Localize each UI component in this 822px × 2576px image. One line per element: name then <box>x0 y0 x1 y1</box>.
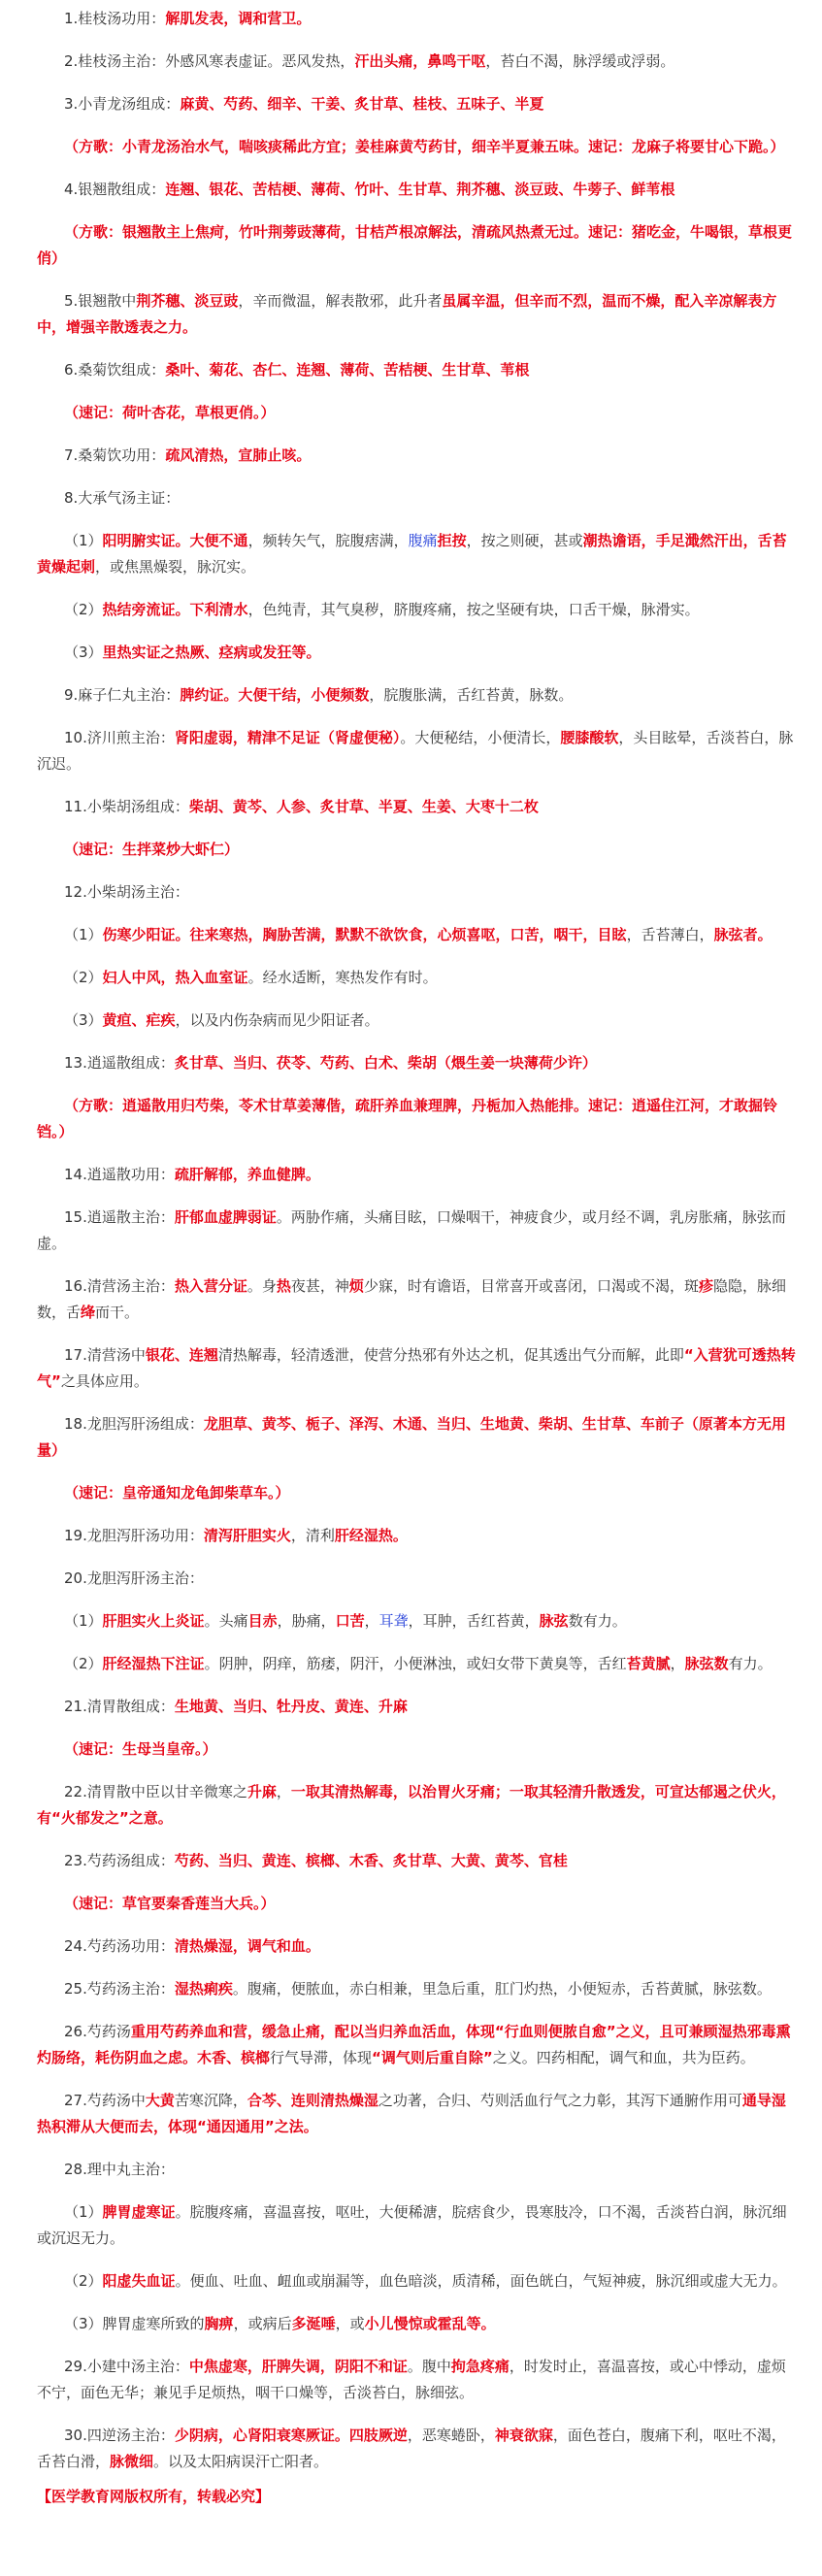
body-text: ，苔白不渴，脉浮缓或浮弱。 <box>485 52 675 70</box>
body-text: ，恶寒蜷卧， <box>407 2427 495 2444</box>
body-text: 清热解毒，轻清透泄，使营分热邪有外达之机，促其透出气分而解，此即 <box>217 1346 684 1364</box>
body-text: 26.芍药汤 <box>64 2023 131 2040</box>
highlight-text: 虽属辛温，但辛而不烈，温而不燥，配入辛凉解表方中，增强辛散透表之力。 <box>37 292 777 336</box>
highlight-text: 肾阳虚弱，精津不足证（肾虚便秘） <box>174 729 401 746</box>
body-text: 。脘腹疼痛，喜温喜按，呕吐，大便稀溏，脘痞食少，畏寒肢冷，口不渴，舌淡苔白润，脉沉细或沉迟无力。 <box>37 2203 787 2247</box>
body-text: 。以及太阳病误汗亡阳者。 <box>153 2453 329 2470</box>
highlight-text: 黄疸、疟疾 <box>102 1011 176 1029</box>
body-text: 。大便秘结，小便清长， <box>400 729 561 746</box>
body-text: ，或焦黑燥裂，脉沉实。 <box>95 558 256 576</box>
paragraph-13 <box>37 597 797 623</box>
highlight-text: 炙甘草、当归、茯苓、芍药、白术、柴胡（煨生姜一块薄荷少许） <box>174 1054 597 1072</box>
body-text: ， <box>670 1655 685 1672</box>
body-text: （1） <box>64 532 103 549</box>
highlight-text: 苔黄腻 <box>626 1655 671 1672</box>
paragraph-12 <box>37 528 797 580</box>
highlight-text: （速记：荷叶杏花，草根更俏。） <box>64 404 276 421</box>
body-text: 夜甚，神 <box>290 1277 349 1295</box>
body-text: ， <box>276 1783 291 1800</box>
paragraph-24 <box>37 1093 797 1145</box>
body-text: 。两胁作痛，头痛目眩，口燥咽干，神疲食少，或月经不调，乳房胀痛，脉弦而虚。 <box>37 1208 786 1252</box>
highlight-text: 小儿慢惊或霍乱等。 <box>364 2315 496 2332</box>
paragraph-40 <box>37 1933 797 1960</box>
highlight-text: 里热实证之热厥、痉病或发狂等。 <box>102 644 321 661</box>
highlight-text: （速记：生母当皇帝。） <box>64 1740 217 1758</box>
paragraph-17 <box>37 794 797 820</box>
body-text: 14.逍遥散功用： <box>64 1166 175 1183</box>
body-text: （3） <box>64 1011 103 1029</box>
body-text: （2） <box>64 1655 103 1672</box>
body-text: 17.清营汤中 <box>64 1346 146 1364</box>
paragraph-14 <box>37 640 797 666</box>
body-text: 21.清胃散组成： <box>64 1698 175 1715</box>
highlight-text: 胸痹 <box>204 2315 234 2332</box>
body-text: 隐隐，脉细数，舌 <box>37 1277 786 1321</box>
body-text: （2） <box>64 2272 103 2290</box>
highlight-text: 疏风清热，宣肺止咳。 <box>165 446 312 464</box>
body-text: 之具体应用。 <box>60 1372 148 1390</box>
highlight-text: （方歌：小青龙汤治水气，喘咳痰稀此方宜；姜桂麻黄芍药甘，细辛半夏兼五味。速记：龙麻子将要甘心下跪。） <box>64 138 785 155</box>
body-text: 。身 <box>247 1277 277 1295</box>
highlight-text: 阳明腑实证。大便不通 <box>102 532 248 549</box>
body-text: 25.芍药汤主治： <box>64 1980 175 1998</box>
body-text: ，面色苍白，腹痛下利，呕吐不渴，舌苔白滑， <box>37 2427 786 2470</box>
body-text: 22.清胃散中臣以甘辛微寒之 <box>64 1783 247 1800</box>
paragraph-2 <box>37 49 797 75</box>
body-text: 29.小建中汤主治： <box>64 2358 189 2375</box>
highlight-text: 神衰欲寐 <box>494 2427 553 2444</box>
body-text: （2） <box>64 969 103 986</box>
body-text: 。头痛 <box>204 1612 248 1630</box>
highlight-text: 肝胆实火上炎证 <box>102 1612 205 1630</box>
highlight-text: 清热燥湿，调气和血。 <box>174 1937 320 1955</box>
body-text: 13.逍遥散组成： <box>64 1054 175 1072</box>
highlight-text: 伤寒少阳证。往来寒热，胸胁苦满，默默不欲饮食，心烦喜呕，口苦，咽干，目眩 <box>102 926 627 943</box>
body-text: 之功著，合归、芍则活血行气之力彰，其泻下通腑作用可 <box>378 2092 742 2109</box>
paragraph-8 <box>37 357 797 383</box>
body-text: 。便血、吐血、衄血或崩漏等，血色暗淡，质清稀，面色㿠白，气短神疲，脉沉细或虚大无力。 <box>175 2272 787 2290</box>
body-text: 之义。四药相配，调气和血，共为臣药。 <box>492 2049 755 2066</box>
highlight-text: 多涎唾 <box>291 2315 336 2332</box>
paragraph-43 <box>37 2088 797 2140</box>
highlight-text: 龙胆草、黄芩、栀子、泽泻、木通、当归、生地黄、柴胡、生甘草、车前子（原著本方无用量） <box>37 1415 786 1459</box>
paragraph-23 <box>37 1050 797 1076</box>
body-text: ，频转矢气，脘腹痞满， <box>247 532 409 549</box>
body-text: 23.芍药汤组成： <box>64 1852 175 1869</box>
body-text: 7.桑菊饮功用： <box>64 446 166 464</box>
body-text: 5.银翘散中 <box>64 292 137 310</box>
paragraph-47 <box>37 2311 797 2337</box>
body-text: ，胁痛， <box>277 1612 336 1630</box>
paragraph-10 <box>37 443 797 469</box>
paragraph-44 <box>37 2157 797 2183</box>
highlight-text: 肝郁血虚脾弱证 <box>174 1208 277 1226</box>
highlight-text: 腰膝酸软 <box>560 729 619 746</box>
highlight-text: 肝经湿热。 <box>334 1527 408 1544</box>
highlight-text: “调气则后重自除” <box>372 2049 493 2066</box>
copyright-notice: 【医学教育网版权所有，转载必究】 <box>37 2488 271 2505</box>
paragraph-34 <box>37 1651 797 1677</box>
paragraph-48 <box>37 2354 797 2406</box>
paragraph-22 <box>37 1007 797 1034</box>
highlight-text: （方歌：逍遥散用归芍柴，苓术甘草姜薄偕，疏肝养血兼理脾，丹栀加入热能排。速记：逍遥住江河，才敢掘铃铛。） <box>37 1097 778 1140</box>
blue-text: 耳聋 <box>378 1612 409 1630</box>
highlight-text: 解肌发表，调和营卫。 <box>165 10 312 27</box>
body-text: 有力。 <box>728 1655 773 1672</box>
paragraph-38 <box>37 1848 797 1874</box>
body-text: （3）脾胃虚寒所致的 <box>64 2315 205 2332</box>
highlight-text: 芍药、当归、黄连、槟榔、木香、炙甘草、大黄、黄芩、官桂 <box>174 1852 568 1869</box>
paragraph-42 <box>37 2019 797 2071</box>
highlight-text: 热 <box>276 1277 291 1295</box>
body-text: 3.小青龙汤组成： <box>64 95 181 113</box>
body-text: ，清利 <box>290 1527 335 1544</box>
body-text: ，或病后 <box>233 2315 292 2332</box>
paragraph-28 <box>37 1342 797 1395</box>
highlight-text: 柴胡、黄芩、人参、炙甘草、半夏、生姜、大枣十二枚 <box>188 798 539 815</box>
paragraph-7 <box>37 288 797 341</box>
paragraph-30 <box>37 1480 797 1506</box>
body-text: （1） <box>64 926 103 943</box>
highlight-text: （速记：生拌菜炒大虾仁） <box>64 841 240 858</box>
body-text: ，舌苔薄白， <box>626 926 714 943</box>
body-text: 16.清营汤主治： <box>64 1277 175 1295</box>
body-text: ， <box>364 1612 379 1630</box>
body-text: ，耳肿，舌红苔黄， <box>408 1612 540 1630</box>
paragraph-4 <box>37 134 797 160</box>
blue-text: 腹痛 <box>408 532 438 549</box>
body-text: 行气导滞，体现 <box>270 2049 373 2066</box>
highlight-text: 妇人中风，热入血室证 <box>102 969 248 986</box>
paragraph-26 <box>37 1205 797 1257</box>
body-text: 1.桂枝汤功用： <box>64 10 166 27</box>
highlight-text: 合芩、连则清热燥湿 <box>247 2092 378 2109</box>
paragraph-33 <box>37 1608 797 1635</box>
highlight-text: 脉微细 <box>110 2453 154 2470</box>
highlight-text: 湿热痢疾 <box>174 1980 233 1998</box>
body-text: 。腹中 <box>407 2358 451 2375</box>
highlight-text: 汗出头痛，鼻鸣干呕 <box>354 52 486 70</box>
body-text: 6.桑菊饮组成： <box>64 361 166 379</box>
highlight-text: 热入营分证 <box>174 1277 247 1295</box>
paragraph-25 <box>37 1162 797 1188</box>
paragraph-35 <box>37 1694 797 1720</box>
body-text: （1） <box>64 2203 103 2221</box>
paragraph-19 <box>37 879 797 906</box>
body-text: 28.理中丸主治： <box>64 2161 175 2178</box>
paragraph-39 <box>37 1891 797 1917</box>
paragraph-37 <box>37 1779 797 1832</box>
highlight-text: 桑叶、菊花、杏仁、连翘、薄荷、苦桔梗、生甘草、苇根 <box>165 361 530 379</box>
highlight-text: 重用芍药养血和营，缓急止痛，配以当归养血活血，体现“行血则便脓自愈”之义，且可兼顾湿热邪毒熏灼肠络，耗伤阴血之虑。木香、槟榔 <box>37 2023 791 2066</box>
body-text: 24.芍药汤功用： <box>64 1937 175 1955</box>
body-text: ，以及内伤杂病而见少阳证者。 <box>175 1011 379 1029</box>
highlight-text: 大黄 <box>145 2092 175 2109</box>
body-text: 而干。 <box>95 1304 140 1321</box>
highlight-text: 清泻肝胆实火 <box>203 1527 291 1544</box>
highlight-text: 少阴病，心肾阳衰寒厥证。四肢厥逆 <box>174 2427 408 2444</box>
body-text: 9.麻子仁丸主治： <box>64 686 181 704</box>
body-text: 少寐，时有谵语，目常喜开或喜闭，口渴或不渴，斑 <box>363 1277 699 1295</box>
body-text: 4.银翘散组成： <box>64 181 166 198</box>
body-text: ，按之则硬，甚或 <box>466 532 583 549</box>
highlight-text: 阳虚失血证 <box>102 2272 176 2290</box>
body-text: 20.龙胆泻肝汤主治： <box>64 1569 204 1587</box>
body-text: 19.龙胆泻肝汤功用： <box>64 1527 204 1544</box>
highlight-text: 潮热谵语，手足濈然汗出，舌苔黄燥起刺 <box>37 532 787 576</box>
paragraph-20 <box>37 922 797 948</box>
paragraph-16 <box>37 725 797 777</box>
body-text: ，时发时止，喜温喜按，或心中悸动，虚烦不宁，面色无华；兼见手足烦热，咽干口燥等，舌淡苔白，脉细弦。 <box>37 2358 786 2401</box>
paragraph-46 <box>37 2268 797 2295</box>
body-text: ，色纯青，其气臭秽，脐腹疼痛，按之坚硬有块，口舌干燥，脉滑实。 <box>247 601 700 618</box>
paragraph-45 <box>37 2199 797 2252</box>
paragraph-15 <box>37 682 797 709</box>
paragraph-5 <box>37 177 797 203</box>
body-text: 15.逍遥散主治： <box>64 1208 175 1226</box>
highlight-text: 口苦 <box>335 1612 365 1630</box>
highlight-text: 脾胃虚寒证 <box>102 2203 176 2221</box>
highlight-text: 拒按 <box>437 532 467 549</box>
highlight-text: 绛 <box>81 1304 96 1321</box>
paragraph-21 <box>37 965 797 991</box>
body-text: 27.芍药汤中 <box>64 2092 146 2109</box>
highlight-text: 通导湿热积滞从大便而去，体现“通因通用”之法。 <box>37 2092 786 2135</box>
body-text: ，辛而微温，解表散邪，此升者 <box>238 292 443 310</box>
highlight-text: 麻黄、芍药、细辛、干姜、炙甘草、桂枝、五味子、半夏 <box>180 95 544 113</box>
highlight-text: （速记：草官要秦香莲当大兵。） <box>64 1895 276 1912</box>
highlight-text: 升麻 <box>247 1783 277 1800</box>
body-text: 12.小柴胡汤主治： <box>64 883 189 901</box>
body-text: 18.龙胆泻肝汤组成： <box>64 1415 204 1433</box>
highlight-text: 中焦虚寒，肝脾失调，阴阳不和证 <box>188 2358 408 2375</box>
highlight-text: 荆芥穗、淡豆豉 <box>136 292 239 310</box>
highlight-text: 生地黄、当归、牡丹皮、黄连、升麻 <box>174 1698 408 1715</box>
body-text: 11.小柴胡汤组成： <box>64 798 189 815</box>
paragraph-29 <box>37 1411 797 1464</box>
body-text: 数有力。 <box>568 1612 627 1630</box>
body-text: 10.济川煎主治： <box>64 729 175 746</box>
highlight-text: 脉弦者。 <box>713 926 773 943</box>
highlight-text: 疹 <box>698 1277 713 1295</box>
paragraph-11 <box>37 485 797 512</box>
highlight-text: 拘急疼痛 <box>450 2358 510 2375</box>
body-text: ，头目眩晕，舌淡苔白，脉沉迟。 <box>37 729 794 773</box>
highlight-text: “入营犹可透热转气” <box>37 1346 796 1390</box>
paragraph-49 <box>37 2423 797 2475</box>
body-text: 30.四逆汤主治： <box>64 2427 175 2444</box>
highlight-text: 热结旁流证。下利清水 <box>102 601 248 618</box>
body-text: 。经水适断，寒热发作有时。 <box>247 969 438 986</box>
highlight-text: 脉弦数 <box>684 1655 729 1672</box>
paragraph-41 <box>37 1976 797 2002</box>
paragraph-6 <box>37 219 797 272</box>
paragraph-3 <box>37 91 797 117</box>
highlight-text: 肝经湿热下注证 <box>102 1655 205 1672</box>
body-text: ，脘腹胀满，舌红苔黄，脉数。 <box>369 686 574 704</box>
body-text: ，或 <box>335 2315 365 2332</box>
body-text: 。阴肿，阴痒，筋痿，阴汗，小便淋浊，或妇女带下黄臭等，舌红 <box>204 1655 627 1672</box>
highlight-text: （方歌：银翘散主上焦疴，竹叶荆蒡豉薄荷，甘桔芦根凉解法，清疏风热煮无过。速记：猪吃金，牛喝银，草根更俏） <box>37 223 793 267</box>
highlight-text: 疏肝解郁，养血健脾。 <box>174 1166 320 1183</box>
highlight-text: 一取其清热解毒，以治胃火牙痛；一取其轻清升散透发，可宣达郁遏之伏火，有“火郁发之”之意。 <box>37 1783 786 1827</box>
paragraph-9 <box>37 400 797 426</box>
paragraph-32 <box>37 1566 797 1592</box>
highlight-text: 目赤 <box>247 1612 278 1630</box>
highlight-text: 脾约证。大便干结，小便频数 <box>180 686 370 704</box>
body-text: 。腹痛，便脓血，赤白相兼，里急后重，肛门灼热，小便短赤，舌苔黄腻，脉弦数。 <box>232 1980 772 1998</box>
body-text: （3） <box>64 644 103 661</box>
paragraph-31 <box>37 1523 797 1549</box>
body-text: （1） <box>64 1612 103 1630</box>
highlight-text: （速记：皇帝通知龙龟卸柴草车。） <box>64 1484 290 1502</box>
paragraph-1 <box>37 6 797 32</box>
paragraph-18 <box>37 837 797 863</box>
highlight-text: 银花、连翘 <box>145 1346 218 1364</box>
body-text: 8.大承气汤主证： <box>64 489 181 507</box>
highlight-text: 连翘、银花、苦桔梗、薄荷、竹叶、生甘草、荆芥穗、淡豆豉、牛蒡子、鲜苇根 <box>165 181 675 198</box>
body-text: 2.桂枝汤主治：外感风寒表虚证。恶风发热， <box>64 52 355 70</box>
paragraph-36 <box>37 1736 797 1763</box>
body-text: 苦寒沉降， <box>174 2092 247 2109</box>
highlight-text: 脉弦 <box>539 1612 569 1630</box>
body-text: （2） <box>64 601 103 618</box>
highlight-text: 烦 <box>348 1277 364 1295</box>
paragraph-27 <box>37 1273 797 1326</box>
